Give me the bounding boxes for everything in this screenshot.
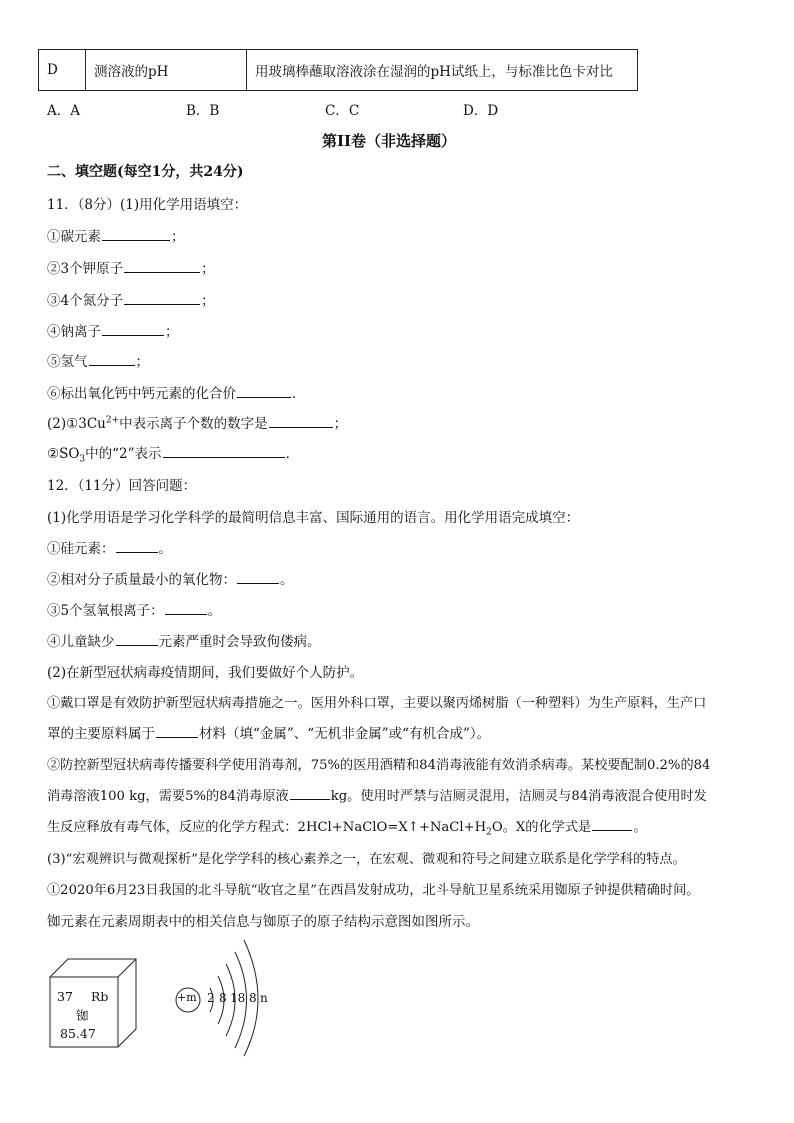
q11-item-label: ⑤氢气 [47, 354, 88, 370]
q12-item-text: 元素严重时会导致佝偻病。 [158, 634, 321, 650]
q12-mask-text-end: 材料（填“金属”、“无机非金属”或“有机合成”）。 [199, 726, 491, 742]
q11-item-6 [47, 382, 306, 402]
shell-electrons-1: 2 [207, 991, 215, 1005]
q12-part3: (3)“宏观辨识与微观探析”是化学学科的核心素养之一，在宏观、微观和符号之间建立联系是化学学科的特点。 [47, 852, 686, 867]
nucleus-label: +m [177, 991, 197, 1004]
q11-part3-end: ． [285, 446, 300, 462]
q12-rb-line-2: 铷元素在元素周期表中的相关信息与铷原子的原子结构示意图如图所示。 [47, 914, 479, 930]
q12-item-4 [47, 630, 321, 650]
q11-item-3 [47, 289, 215, 309]
option-table [38, 49, 638, 91]
answer-blank[interactable] [269, 413, 333, 428]
answer-blank[interactable] [237, 383, 291, 398]
q12-item-3 [47, 599, 221, 619]
answer-blank[interactable] [102, 226, 170, 241]
answer-blank[interactable] [156, 723, 198, 738]
q11-item-end: ． [292, 386, 306, 402]
answer-blank[interactable] [116, 631, 158, 646]
q11-item-label: ①碳元素 [47, 229, 101, 245]
element-atomic-number: 37 [57, 989, 73, 1004]
q12-item-2 [47, 568, 294, 588]
q12-mask-text: 罩的主要原料属于 [47, 726, 155, 742]
q11-item-5 [47, 350, 149, 370]
answer-blank[interactable] [124, 290, 200, 305]
card-depth-corner [118, 959, 136, 977]
shell-electrons-2: 8 [219, 991, 227, 1005]
q11-item-end: ； [201, 293, 215, 309]
q11-item-end: ； [201, 261, 215, 277]
answer-blank[interactable] [163, 443, 285, 458]
element-atomic-mass: 85.47 [60, 1026, 96, 1041]
q11-part3-prefix: ②SO [47, 446, 80, 462]
shell-electrons-4: 8 [249, 991, 257, 1005]
q11-header: 11．（8分）(1)用化学用语填空： [47, 197, 248, 213]
answer-blank[interactable] [89, 351, 135, 366]
q12-item-label: ④儿童缺少 [47, 634, 115, 650]
q12-part2: (2)在新型冠状病毒疫情期间，我们要做好个人防护。 [47, 665, 364, 681]
q11-part2-text: 中表示离子个数的数字是 [119, 416, 268, 432]
q11-item-label: ②3个钾原子 [47, 261, 124, 277]
q11-item-4 [47, 320, 179, 340]
q11-item-end: ； [135, 354, 149, 370]
q12-item-label: ①硅元素： [47, 541, 115, 557]
option-operation: 测溶液的pH [86, 50, 247, 91]
answer-d: D．D [463, 103, 499, 119]
element-symbol: Rb [91, 989, 109, 1004]
answer-blank[interactable] [592, 816, 632, 831]
q11-part2-prefix: (2)①3Cu [47, 416, 106, 432]
q12-disinfect-line-1: ②防控新型冠状病毒传播要科学使用消毒剂，75%的医用酒精和84消毒液能有效消杀病毒。某校要配制0.2%的84 [47, 758, 711, 773]
option-letter: D [39, 50, 86, 91]
formula-subscript: 3 [79, 454, 86, 465]
shell-electrons-5: n [260, 991, 268, 1005]
q12-item-label: ②相对分子质量最小的氧化物： [47, 572, 236, 588]
q12-disinfect-text-end: kg。使用时严禁与洁厕灵混用，洁厕灵与84消毒液混合使用时发 [330, 789, 707, 804]
shell-electrons-3: 18 [230, 991, 246, 1005]
answer-a: A．A [47, 103, 80, 119]
charge-superscript: 2+ [105, 415, 120, 426]
q11-part3 [47, 442, 299, 465]
part-title: 第II卷（非选择题） [322, 132, 457, 150]
q12-item-1 [47, 537, 172, 557]
q12-rb-line-1: ①2020年6月23日我国的北斗导航“收官之星”在西昌发射成功，北斗导航卫星系统采用铷原子钟提供精确时间。 [47, 883, 700, 898]
answer-blank[interactable] [124, 258, 200, 273]
q11-item-end: ； [165, 324, 179, 340]
q11-item-label: ③4个氮分子 [47, 293, 124, 309]
q12-disinfect-line-3 [47, 816, 646, 838]
answer-c: C．C [325, 103, 360, 119]
q11-item-2 [47, 257, 215, 277]
q12-equation: 生反应释放有毒气体，反应的化学方程式：2HCl+NaClO=X↑+NaCl+H [47, 820, 487, 835]
section-title: 二、填空题(每空1分，共24分) [47, 164, 244, 180]
answer-blank[interactable] [102, 321, 164, 336]
answer-blank[interactable] [116, 538, 158, 553]
q11-item-end: ； [171, 229, 185, 245]
q12-equation-end: O。X的化学式是 [491, 820, 592, 835]
answer-blank[interactable] [290, 785, 330, 800]
q11-part3-text: 中的“2”表示 [85, 446, 162, 462]
option-method: 用玻璃棒蘸取溶液涂在湿润的pH试纸上，与标准比色卡对比 [247, 50, 638, 91]
q12-mask-line-2 [47, 722, 490, 742]
q12-item-end: 。 [280, 572, 294, 588]
q12-item-end: 。 [633, 820, 647, 835]
q12-item-label: ③5个氢氧根离子： [47, 603, 164, 619]
table-row [39, 50, 638, 91]
q11-part2 [47, 412, 347, 432]
element-name: 铷 [76, 1008, 89, 1023]
q12-header: 12．（11分）回答问题： [47, 478, 197, 494]
answer-blank[interactable] [165, 600, 207, 615]
q12-disinfect-line-2 [47, 785, 707, 804]
q12-item-end: 。 [158, 541, 172, 557]
q12-part1: (1)化学用语是学习化学科学的最简明信息丰富、国际通用的语言。用化学用语完成填空： [47, 510, 580, 526]
answer-b: B．B [186, 103, 220, 119]
answer-blank[interactable] [237, 569, 279, 584]
q12-mask-line-1: ①戴口罩是有效防护新型冠状病毒措施之一。医用外科口罩，主要以聚丙烯树脂（一种塑料）为生产原料，生产口 [47, 696, 707, 711]
q11-item-label: ④钠离子 [47, 324, 101, 340]
q12-disinfect-text: 消毒溶液100 kg，需要5%的84消毒原液 [47, 789, 289, 804]
formula-subscript: 2 [486, 827, 492, 838]
q12-item-end: 。 [207, 603, 222, 619]
q11-item-label: ⑥标出氧化钙中钙元素的化合价 [47, 386, 236, 402]
q11-part2-end: ； [333, 416, 348, 432]
q11-item-1 [47, 225, 185, 245]
